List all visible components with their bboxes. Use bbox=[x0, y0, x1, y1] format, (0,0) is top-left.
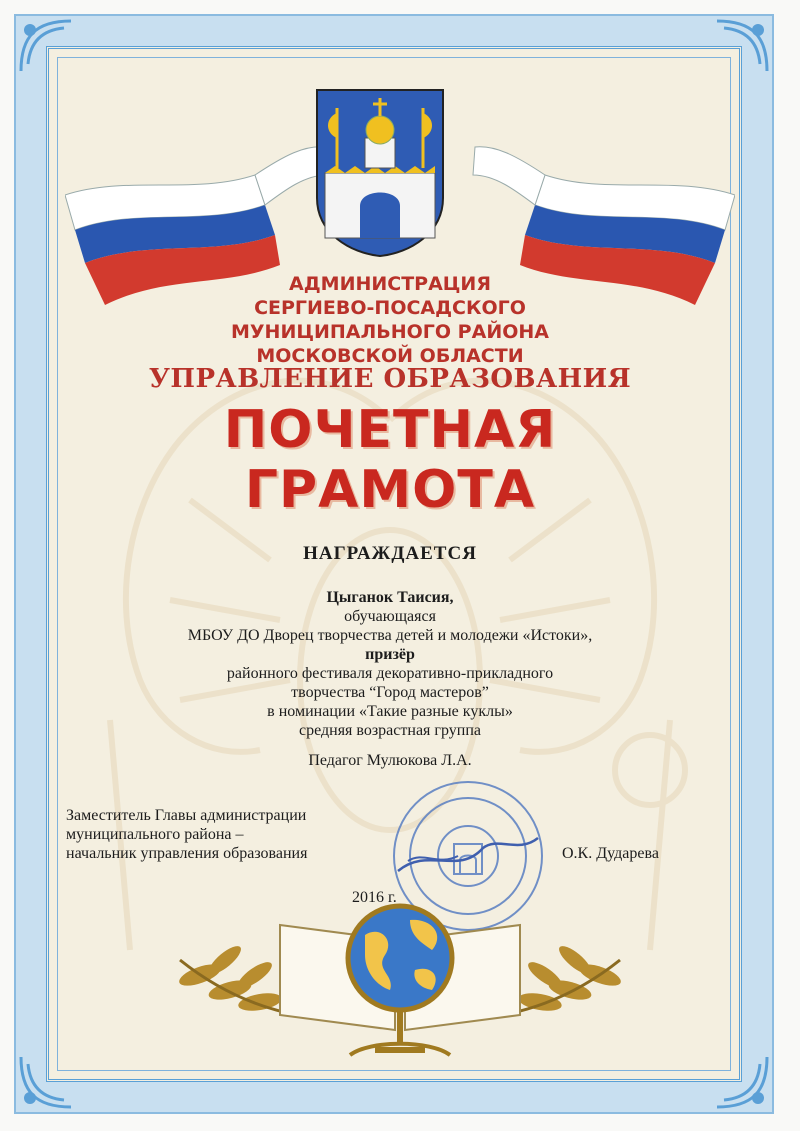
awarded-label: НАГРАЖДАЕТСЯ bbox=[303, 543, 477, 564]
administration-line: МОСКОВСКОЙ ОБЛАСТИ bbox=[256, 345, 524, 367]
certificate-title bbox=[80, 400, 700, 520]
issue-year: 2016 г. bbox=[352, 889, 397, 906]
age-group: средняя возрастная группа bbox=[299, 722, 481, 739]
award-body bbox=[80, 588, 700, 770]
signatory-position bbox=[66, 806, 396, 863]
nomination: в номинации «Такие разные куклы» bbox=[267, 703, 513, 720]
recipient-role: обучающаяся bbox=[344, 608, 436, 625]
award-status: призёр bbox=[365, 646, 415, 663]
administration-heading bbox=[80, 272, 700, 368]
administration-line: АДМИНИСТРАЦИЯ bbox=[289, 273, 491, 295]
event-name-line: творчества “Город мастеров” bbox=[291, 684, 489, 701]
teacher-name: Педагог Мулюкова Л.А. bbox=[308, 752, 472, 769]
administration-line: СЕРГИЕВО-ПОСАДСКОГО bbox=[254, 297, 526, 319]
globe-on-book-icon bbox=[170, 880, 630, 1075]
signatory-position-line: муниципального района – bbox=[66, 826, 244, 843]
title-line: ПОЧЕТНАЯ bbox=[223, 400, 557, 460]
administration-line: МУНИЦИПАЛЬНОГО РАЙОНА bbox=[231, 321, 549, 343]
institution-name: МБОУ ДО Дворец творчества детей и молодежи «Истоки», bbox=[187, 627, 593, 644]
signatory-position-line: Заместитель Главы администрации bbox=[66, 807, 307, 824]
coat-of-arms-icon bbox=[315, 88, 445, 258]
signatory-name: О.К. Дударева bbox=[562, 845, 659, 862]
title-line: ГРАМОТА bbox=[244, 460, 536, 520]
recipient-name: Цыганок Таисия, bbox=[326, 589, 454, 606]
signatory-position-line: начальник управления образования bbox=[66, 845, 308, 862]
event-name-line: районного фестиваля декоративно-прикладного bbox=[226, 665, 554, 682]
department-title: УПРАВЛЕНИЕ ОБРАЗОВАНИЯ bbox=[148, 364, 632, 394]
